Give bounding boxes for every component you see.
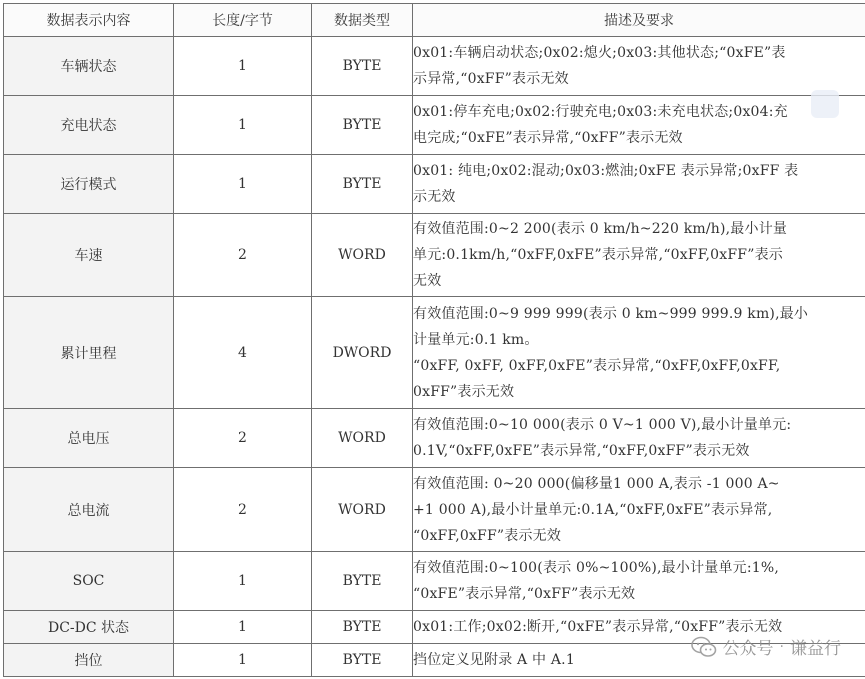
description-line: +1 000 A),最小计量单元:0.1A,“0xFF,0xFE”表示异常, <box>413 501 773 518</box>
scroll-marker-icon <box>811 90 839 118</box>
cell-content-name: 总电流 <box>4 468 174 552</box>
description-line: 有效值范围:0~10 000(表示 0 V~1 000 V),最小计量单元: <box>413 417 792 433</box>
cell-content-name: DC-DC 状态 <box>4 611 174 644</box>
cell-content-name: SOC <box>4 552 174 611</box>
description-line: “0xFF, 0xFF, 0xFF,0xFE”表示异常,“0xFF,0xFF,0xFF, <box>413 357 781 374</box>
cell-data-type: BYTE <box>312 644 413 677</box>
description-line: 0.1V,“0xFF,0xFE”表示异常,“0xFF,0xFF”表示无效 <box>413 443 750 459</box>
description-line: 0x01: 纯电;0x02:混动;0x03:燃油;0xFE 表示异常;0xFF 表 <box>413 163 799 179</box>
cell-description <box>413 37 865 96</box>
description-line: 电完成;“0xFE”表示异常,“0xFF”表示无效 <box>413 130 683 146</box>
description-line: 挡位定义见附录 A 中 A.1 <box>413 652 575 668</box>
cell-data-type: BYTE <box>312 37 413 96</box>
table-row <box>4 155 865 214</box>
description-line: 有效值范围: 0~20 000(偏移量1 000 A,表示 -1 000 A~ <box>413 475 780 492</box>
cell-description <box>413 468 865 552</box>
cell-data-type: WORD <box>312 214 413 297</box>
table-row <box>4 468 865 552</box>
cell-data-type: BYTE <box>312 552 413 611</box>
description-line: 有效值范围:0~9 999 999(表示 0 km~999 999.9 km),最小 <box>413 305 809 322</box>
cell-length: 1 <box>174 155 312 214</box>
description-line: 计量单元:0.1 km。 <box>413 331 539 348</box>
description-line: “0xFE”表示异常,“0xFF”表示无效 <box>413 586 636 602</box>
table-row <box>4 96 865 155</box>
table-row <box>4 644 865 677</box>
cell-description <box>413 644 865 677</box>
cell-length: 1 <box>174 644 312 677</box>
cell-description <box>413 297 865 409</box>
cell-content-name: 挡位 <box>4 644 174 677</box>
watermark-separator: · <box>779 638 784 655</box>
table-row <box>4 552 865 611</box>
description-line: “0xFF,0xFF”表示无效 <box>413 527 562 544</box>
description-line: 无效 <box>413 273 442 289</box>
cell-data-type: DWORD <box>312 297 413 409</box>
cell-data-type: BYTE <box>312 155 413 214</box>
cell-content-name: 总电压 <box>4 409 174 468</box>
cell-content-name: 车辆状态 <box>4 37 174 96</box>
table-body <box>4 37 865 677</box>
watermark-author: 谦益行 <box>790 639 841 659</box>
cell-description <box>413 552 865 611</box>
data-spec-table <box>3 3 865 677</box>
watermark-label: 公众号 <box>722 639 774 659</box>
table-row <box>4 297 865 409</box>
table-header-row <box>4 4 865 37</box>
cell-data-type: BYTE <box>312 96 413 155</box>
cell-data-type: WORD <box>312 409 413 468</box>
cell-content-name: 运行模式 <box>4 155 174 214</box>
cell-length: 1 <box>174 96 312 155</box>
cell-length: 2 <box>174 214 312 297</box>
description-line: 0x01:车辆启动状态;0x02:熄火;0x03:其他状态;“0xFE”表 <box>413 45 786 61</box>
header-description: 描述及要求 <box>413 4 865 37</box>
description-line: 0x01:停车充电;0x02:行驶充电;0x03:未充电状态;0x04:充 <box>413 104 788 120</box>
cell-description <box>413 611 865 644</box>
cell-length: 1 <box>174 37 312 96</box>
description-line: 有效值范围:0~100(表示 0%~100%),最小计量单元:1%, <box>413 560 780 576</box>
description-line: 0xFF”表示无效 <box>413 383 515 400</box>
cell-content-name: 充电状态 <box>4 96 174 155</box>
cell-content-name: 累计里程 <box>4 297 174 409</box>
description-line: 0x01:工作;0x02:断开,“0xFE”表示异常,“0xFF”表示无效 <box>413 619 783 635</box>
cell-length: 1 <box>174 611 312 644</box>
cell-description <box>413 409 865 468</box>
description-line: 有效值范围:0~2 200(表示 0 km/h~220 km/h),最小计量 <box>413 221 788 237</box>
cell-description <box>413 214 865 297</box>
description-line: 示异常,“0xFF”表示无效 <box>413 71 569 87</box>
cell-length: 2 <box>174 468 312 552</box>
cell-description <box>413 96 865 155</box>
description-line: 示无效 <box>413 189 456 205</box>
cell-data-type: WORD <box>312 468 413 552</box>
cell-data-type: BYTE <box>312 611 413 644</box>
cell-content-name: 车速 <box>4 214 174 297</box>
cell-length: 1 <box>174 552 312 611</box>
header-content: 数据表示内容 <box>4 4 174 37</box>
cell-description <box>413 155 865 214</box>
table-row <box>4 611 865 644</box>
header-length: 长度/字节 <box>174 4 312 37</box>
header-type: 数据类型 <box>312 4 413 37</box>
table-row <box>4 409 865 468</box>
description-line: 单元:0.1km/h,“0xFF,0xFE”表示异常,“0xFF,0xFF”表示 <box>413 247 783 263</box>
cell-length: 2 <box>174 409 312 468</box>
table-row <box>4 214 865 297</box>
cell-length: 4 <box>174 297 312 409</box>
table-row <box>4 37 865 96</box>
